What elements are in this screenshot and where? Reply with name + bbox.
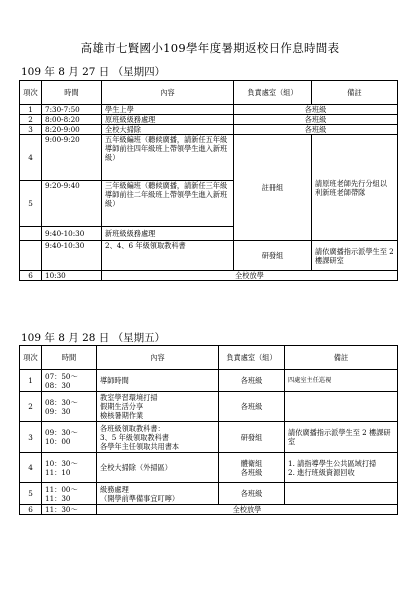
content-line: 檢核暑期作業 [100, 411, 144, 420]
row-time-end: 11：10 [45, 467, 71, 477]
row-time-start: 09：30～ [45, 428, 78, 437]
row-time: 9:40-10:30 [42, 227, 102, 241]
row-no: 4 [20, 453, 42, 483]
row-dept: 各班級 [234, 125, 398, 135]
row-time-end: 10：00 [45, 437, 71, 446]
header-time: 時間 [42, 346, 97, 370]
row-content [97, 392, 219, 422]
row-time [42, 370, 97, 392]
row-note: 請依廣播指示派學生至 2 樓課研室 [285, 422, 398, 453]
row-dept: 各班級 [219, 392, 285, 422]
table-row [20, 271, 398, 281]
row-note [285, 483, 398, 505]
note-line: 1. 請指導學生公共區域打掃 [288, 458, 377, 468]
table-row [20, 370, 398, 392]
row-dept: 研發組 [219, 422, 285, 453]
row-time-start: 10：30～ [45, 458, 78, 468]
row-no: 4 [20, 135, 42, 181]
note-line: 2. 進行班級資源回收 [288, 467, 355, 477]
content-line: 教室學習環境打掃 [100, 393, 158, 402]
row-time [42, 483, 97, 505]
day2-schedule-table [19, 345, 398, 515]
header-content: 內容 [97, 346, 219, 370]
table-row [20, 392, 398, 422]
row-no: 1 [20, 370, 42, 392]
row-time-start: 07：50～ [45, 371, 78, 381]
row-content [97, 483, 219, 505]
dept-line: 體衛組 [240, 458, 263, 468]
row-no: 1 [20, 105, 42, 115]
day2-date: 109 年 8 月 28 日 （星期五） [21, 332, 166, 344]
row-note [285, 453, 398, 483]
table-header-row [20, 81, 398, 105]
row-time: 9:00-9:20 [42, 135, 102, 181]
row-content: 全校放學 [102, 271, 398, 281]
row-no: 2 [20, 392, 42, 422]
row-note: 請依廣播指示派學生至 2 樓課研室 [312, 241, 398, 271]
row-content: 原班級級務處理 [102, 115, 234, 125]
row-time [42, 422, 97, 453]
row-time: 11：30～ [42, 505, 97, 515]
page-title: 高雄市七賢國小109學年度暑期返校日作息時間表 [80, 41, 340, 55]
row-time [42, 392, 97, 422]
row-content: 全校大掃除（外掃區） [97, 453, 219, 483]
table-row [20, 483, 398, 505]
row-content: 導師時間 [97, 370, 219, 392]
row-no: 2 [20, 115, 42, 125]
table-row [20, 422, 398, 453]
row-time: 7:30-7:50 [42, 105, 102, 115]
row-no: 5 [20, 181, 42, 227]
table-row [20, 241, 398, 271]
table-row [20, 453, 398, 483]
header-dept: 負責處室（組） [234, 81, 312, 105]
row-no [20, 227, 42, 241]
content-line: 級務處理 [100, 484, 129, 494]
content-line: 各學年主任領取共用書本 [100, 441, 180, 451]
day1-schedule-table [19, 80, 398, 281]
header-no: 項次 [20, 81, 42, 105]
header-dept: 負責處室（組） [219, 346, 285, 370]
row-no [20, 241, 42, 271]
row-no: 5 [20, 483, 42, 505]
content-line: 假期生活分享 [100, 402, 144, 411]
content-line: 各班級領取教科書： [100, 423, 165, 433]
row-dept: 研發組 [234, 241, 312, 271]
row-content: 五年級編班（聽候廣播，請新任五年級導師前往四年級班上帶領學生進入新班級） [102, 135, 234, 181]
header-no: 項次 [20, 346, 42, 370]
row-dept: 各班級 [219, 483, 285, 505]
table-row [20, 135, 398, 181]
row-no: 3 [20, 125, 42, 135]
content-line: 3、5 年級領取教科書 [100, 432, 169, 442]
row-time: 9:20-9:40 [42, 181, 102, 227]
row-time: 9:40-10:30 [42, 241, 102, 271]
row-no: 3 [20, 422, 42, 453]
table-header-row [20, 346, 398, 370]
row-time-end: 09：30 [45, 406, 71, 416]
dept-line: 各班級 [240, 467, 263, 477]
content-line: （開學前準備事宜叮嚀） [100, 493, 180, 503]
dept-registration: 註冊組 [234, 135, 312, 241]
row-note [285, 392, 398, 422]
row-dept: 各班級 [234, 105, 398, 115]
row-content: 全校放學 [97, 505, 398, 515]
note-merged: 請原班老師先行分組以利新班老師帶隊 [312, 135, 398, 241]
header-time: 時間 [42, 81, 102, 105]
row-no: 6 [20, 271, 42, 281]
header-note: 備註 [312, 81, 398, 105]
row-dept: 各班級 [234, 115, 398, 125]
header-note: 備註 [285, 346, 398, 370]
row-time-start: 08：30～ [45, 397, 78, 407]
row-no: 6 [20, 505, 42, 515]
row-time: 8:20-9:00 [42, 125, 102, 135]
day1-date: 109 年 8 月 27 日 （星期四） [21, 66, 166, 78]
row-note: 四處室主任巡視 [285, 370, 398, 392]
row-content: 學生上學 [102, 105, 234, 115]
row-time-end: 08：30 [45, 380, 71, 390]
row-content: 三年級編班（聽候廣播，請新任三年級導師前往二年級班上帶領學生進入新班級） [102, 181, 234, 227]
row-time-end: 11：30 [45, 493, 71, 503]
row-content [97, 422, 219, 453]
row-time [42, 453, 97, 483]
row-content: 新班級級務處理 [102, 227, 234, 241]
row-content: 2、4、6 年級領取教科書 [102, 241, 234, 271]
row-dept [219, 453, 285, 483]
table-row [20, 115, 398, 125]
header-content: 內容 [102, 81, 234, 105]
table-row [20, 505, 398, 515]
row-dept: 各班級 [219, 370, 285, 392]
row-content: 全校大掃除 [102, 125, 234, 135]
table-row [20, 125, 398, 135]
row-time-start: 11：00～ [45, 484, 78, 494]
table-row [20, 105, 398, 115]
row-time: 10:30 [42, 271, 102, 281]
row-time: 8:00-8:20 [42, 115, 102, 125]
